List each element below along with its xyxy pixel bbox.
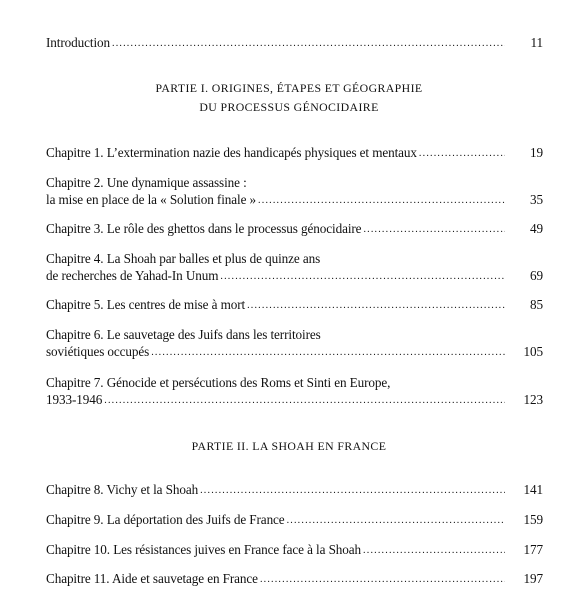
toc-line [46,267,543,284]
toc-line [46,541,543,558]
toc-entry-title: Chapitre 5. Les centres de mise à mort [46,297,246,312]
page-number: 49 [530,221,543,236]
toc-entry-title: Chapitre 8. Vichy et la Shoah [46,482,199,497]
dot-leader [151,346,505,360]
toc-entry-introduction [46,34,543,51]
dot-leader [258,194,505,208]
page-number: 19 [530,145,543,160]
part-heading-2 [0,437,578,456]
dot-leader [363,223,505,237]
toc-entry-chapter-9 [46,511,543,528]
dot-leader [363,544,505,558]
part-heading-line: PARTIE I. ORIGINES, ÉTAPES ET GÉOGRAPHIE [155,81,423,95]
toc-line [46,511,543,528]
dot-leader [104,394,505,408]
toc-entry-chapter-5 [46,296,543,313]
toc-entry-title: Introduction [46,35,110,50]
toc-entry-chapter-7 [46,374,543,408]
toc-line [46,391,543,408]
page-number: 105 [523,344,543,359]
dot-leader [287,514,505,528]
dot-leader [260,573,505,587]
toc-entry-title-continued: soviétiques occupés [46,344,150,359]
page-number: 141 [523,482,543,497]
toc-entry-chapter-11 [46,570,543,587]
toc-line [46,34,543,51]
dot-leader [220,270,505,284]
toc-entry-title-continued: la mise en place de la « Solution finale » [46,192,257,207]
toc-line [46,570,543,587]
toc-entry-chapter-6 [46,326,543,360]
toc-line [46,343,543,360]
page-number: 197 [523,571,543,586]
toc-entry-title: Chapitre 11. Aide et sauvetage en France [46,571,258,586]
toc-entry-chapter-2 [46,174,543,208]
toc-entry-title: Chapitre 9. La déportation des Juifs de France [46,512,285,527]
toc-entry-title: Chapitre 4. La Shoah par balles et plus de quinze ans [46,251,321,266]
page-number: 85 [530,297,543,312]
page-number: 69 [530,268,543,283]
toc-line [46,144,543,161]
dot-leader [200,484,505,498]
toc-line [46,220,543,237]
toc-entry-chapter-3 [46,220,543,237]
toc-entry-title: Chapitre 3. Le rôle des ghettos dans le processus génocidaire [46,221,362,236]
page-number: 123 [523,392,543,407]
toc-entry-title-continued: de recherches de Yahad-In Unum [46,268,219,283]
toc-line [46,481,543,498]
toc-entry-title: Chapitre 2. Une dynamique assassine : [46,175,247,190]
toc-entry-title: Chapitre 10. Les résistances juives en France face à la Shoah [46,542,362,557]
part-heading-line: DU PROCESSUS GÉNOCIDAIRE [199,100,379,114]
dot-leader [112,37,505,51]
page-number: 35 [530,192,543,207]
dot-leader [247,299,505,313]
part-heading-1 [0,79,578,117]
page-number: 159 [523,512,543,527]
toc-entry-chapter-10 [46,541,543,558]
toc-entry-title: Chapitre 6. Le sauvetage des Juifs dans les territoires [46,327,321,342]
page-number: 177 [523,542,543,557]
toc-entry-title: Chapitre 7. Génocide et persécutions des Roms et Sinti en Europe, [46,375,391,390]
toc-entry-chapter-8 [46,481,543,498]
page-number: 11 [530,35,543,50]
toc-line [46,296,543,313]
toc-entry-title-continued: 1933-1946 [46,392,103,407]
toc-line [46,191,543,208]
dot-leader [419,147,505,161]
toc-entry-chapter-4 [46,250,543,284]
toc-entry-chapter-1 [46,144,543,161]
toc-entry-title: Chapitre 1. L’extermination nazie des handicapés physiques et mentaux [46,145,417,160]
part-heading-line: PARTIE II. LA SHOAH EN FRANCE [191,439,387,453]
